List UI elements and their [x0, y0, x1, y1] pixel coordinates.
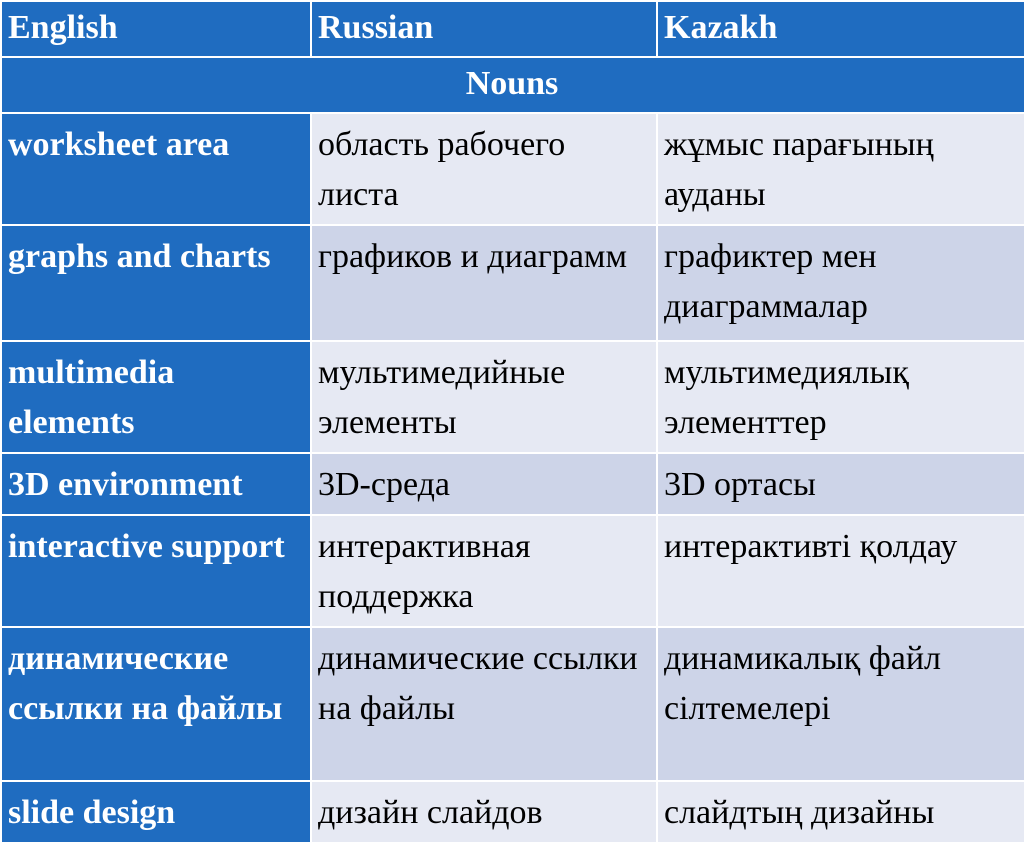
table-row — [1, 113, 1024, 225]
header-row — [1, 1, 1024, 57]
header-russian: Russian — [311, 1, 657, 57]
kazakh-term: мультимедиялық элементтер — [657, 341, 1024, 453]
russian-term: дизайн слайдов — [311, 781, 657, 843]
table-row — [1, 225, 1024, 341]
russian-term: динамические ссылки на файлы — [311, 627, 657, 781]
english-term: interactive support — [1, 515, 311, 627]
russian-term: мультимедийные элементы — [311, 341, 657, 453]
russian-term: 3D-среда — [311, 453, 657, 515]
kazakh-term: графиктер мен диаграммалар — [657, 225, 1024, 341]
table-row — [1, 781, 1024, 843]
header-kazakh: Kazakh — [657, 1, 1024, 57]
kazakh-term: 3D ортасы — [657, 453, 1024, 515]
header-english: English — [1, 1, 311, 57]
table-row — [1, 453, 1024, 515]
russian-term: графиков и диаграмм — [311, 225, 657, 341]
english-term: graphs and charts — [1, 225, 311, 341]
table-row — [1, 341, 1024, 453]
english-term: 3D environment — [1, 453, 311, 515]
table-row — [1, 627, 1024, 781]
table-row — [1, 515, 1024, 627]
section-row — [1, 57, 1024, 113]
kazakh-term: жұмыс парағының ауданы — [657, 113, 1024, 225]
english-term: multimedia elements — [1, 341, 311, 453]
english-term: worksheet area — [1, 113, 311, 225]
russian-term: интерактивная поддержка — [311, 515, 657, 627]
section-title: Nouns — [1, 57, 1024, 113]
kazakh-term: динамикалық файл сілтемелері — [657, 627, 1024, 781]
kazakh-term: слайдтың дизайны — [657, 781, 1024, 843]
kazakh-term: интерактивті қолдау — [657, 515, 1024, 627]
english-term: slide design — [1, 781, 311, 843]
english-term: динамические ссылки на файлы — [1, 627, 311, 781]
russian-term: область рабочего листа — [311, 113, 657, 225]
